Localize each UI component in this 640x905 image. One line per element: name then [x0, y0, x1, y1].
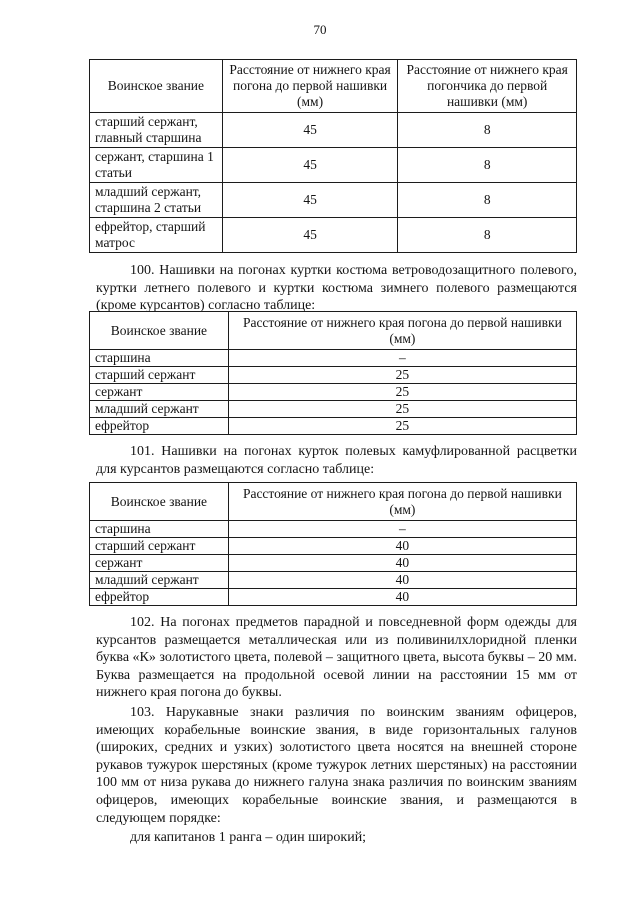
rank-cell: ефрейтор	[90, 418, 229, 435]
value-cell: 45	[222, 183, 398, 218]
value-cell: 8	[398, 183, 577, 218]
value-cell: 40	[228, 538, 576, 555]
rank-cell: старший сержант	[90, 538, 229, 555]
table-row	[90, 572, 577, 589]
table-row	[90, 367, 577, 384]
rank-cell: ефрейтор	[90, 589, 229, 606]
paragraph-captains-text: для капитанов 1 ранга – один широкий;	[130, 830, 367, 845]
paragraph-100	[96, 262, 577, 315]
paragraph-101	[96, 443, 577, 478]
table-row	[90, 350, 577, 367]
table-header-row	[90, 60, 577, 113]
table-row	[90, 555, 577, 572]
header-shoulder-board-distance: Расстояние от нижнего края погона до первой нашивки (мм)	[222, 60, 398, 113]
header-small-shoulder-board-distance: Расстояние от нижнего края погончика до первой нашивки (мм)	[398, 60, 577, 113]
header-distance: Расстояние от нижнего края погона до первой нашивки (мм)	[228, 483, 576, 521]
table-header-row	[90, 483, 577, 521]
paragraph-100-text: 100. Нашивки на погонах куртки костюма ветроводозащитного полевого, куртки летнего полевого и куртки костюма зимнего полевого размещаются (кроме курсантов) согласно таблице:	[96, 263, 577, 314]
value-cell: 45	[222, 113, 398, 148]
table-row	[90, 401, 577, 418]
rank-cell: старший сержант	[90, 367, 229, 384]
value-cell: 25	[228, 367, 576, 384]
value-cell: 8	[398, 113, 577, 148]
paragraph-101-text: 101. Нашивки на погонах курток полевых камуфлированной расцветки для курсантов размещаются согласно таблице:	[96, 444, 577, 477]
paragraph-102	[96, 614, 577, 702]
page-number: 70	[313, 22, 327, 37]
table-row	[90, 384, 577, 401]
table-row	[90, 589, 577, 606]
paragraph-102-text: 102. На погонах предметов парадной и повседневной форм одежды для курсантов размещается металлическая или из поливинилхлоридной пленки буква «К» золотистого цвета, полевой – защитного цвета, высота буквы – 20 мм. Буква размещается на продольной осевой линии на расстоянии 15 мм от нижнего края погона до буквы.	[96, 615, 577, 701]
table-header-row	[90, 312, 577, 350]
value-cell: 25	[228, 384, 576, 401]
paragraph-captains	[96, 829, 577, 847]
rank-cell: ефрейтор, старший матрос	[90, 218, 223, 253]
rank-cell: сержант, старшина 1 статьи	[90, 148, 223, 183]
table-row	[90, 521, 577, 538]
header-rank: Воинское звание	[90, 483, 229, 521]
header-rank: Воинское звание	[90, 312, 229, 350]
rank-patch-distance-table	[89, 59, 577, 253]
rank-cell: старшина	[90, 350, 229, 367]
header-rank: Воинское звание	[90, 60, 223, 113]
value-cell: 45	[222, 218, 398, 253]
table-row	[90, 538, 577, 555]
table-row	[90, 218, 577, 253]
value-cell: 25	[228, 418, 576, 435]
field-jacket-patch-table	[89, 311, 577, 435]
paragraph-103	[96, 704, 577, 827]
value-cell: 40	[228, 572, 576, 589]
table-row	[90, 183, 577, 218]
value-cell: 8	[398, 148, 577, 183]
cadet-camouflage-patch-table	[89, 482, 577, 606]
value-cell: –	[228, 521, 576, 538]
rank-cell: старший сержант, главный старшина	[90, 113, 223, 148]
header-distance: Расстояние от нижнего края погона до первой нашивки (мм)	[228, 312, 576, 350]
value-cell: 40	[228, 589, 576, 606]
value-cell: 25	[228, 401, 576, 418]
rank-cell: сержант	[90, 384, 229, 401]
rank-cell: сержант	[90, 555, 229, 572]
table-row	[90, 148, 577, 183]
rank-cell: старшина	[90, 521, 229, 538]
paragraph-103-text: 103. Нарукавные знаки различия по воинским званиям офицеров, имеющих корабельные воинские звания, в виде горизонтальных галунов (широких, средних и узких) золотистого цвета носятся на внешней стороне рукавов тужурок шерстяных (кроме тужурок летних шерстяных) на расстоянии 100 мм от низа рукава до нижнего галуна знака различия по воинским званиям офицеров, имеющих корабельные воинские звания, и размещаются в следующем порядке:	[96, 705, 577, 826]
table-row	[90, 113, 577, 148]
value-cell: –	[228, 350, 576, 367]
rank-cell: младший сержант, старшина 2 статьи	[90, 183, 223, 218]
value-cell: 8	[398, 218, 577, 253]
value-cell: 40	[228, 555, 576, 572]
rank-cell: младший сержант	[90, 572, 229, 589]
table-row	[90, 418, 577, 435]
rank-cell: младший сержант	[90, 401, 229, 418]
value-cell: 45	[222, 148, 398, 183]
